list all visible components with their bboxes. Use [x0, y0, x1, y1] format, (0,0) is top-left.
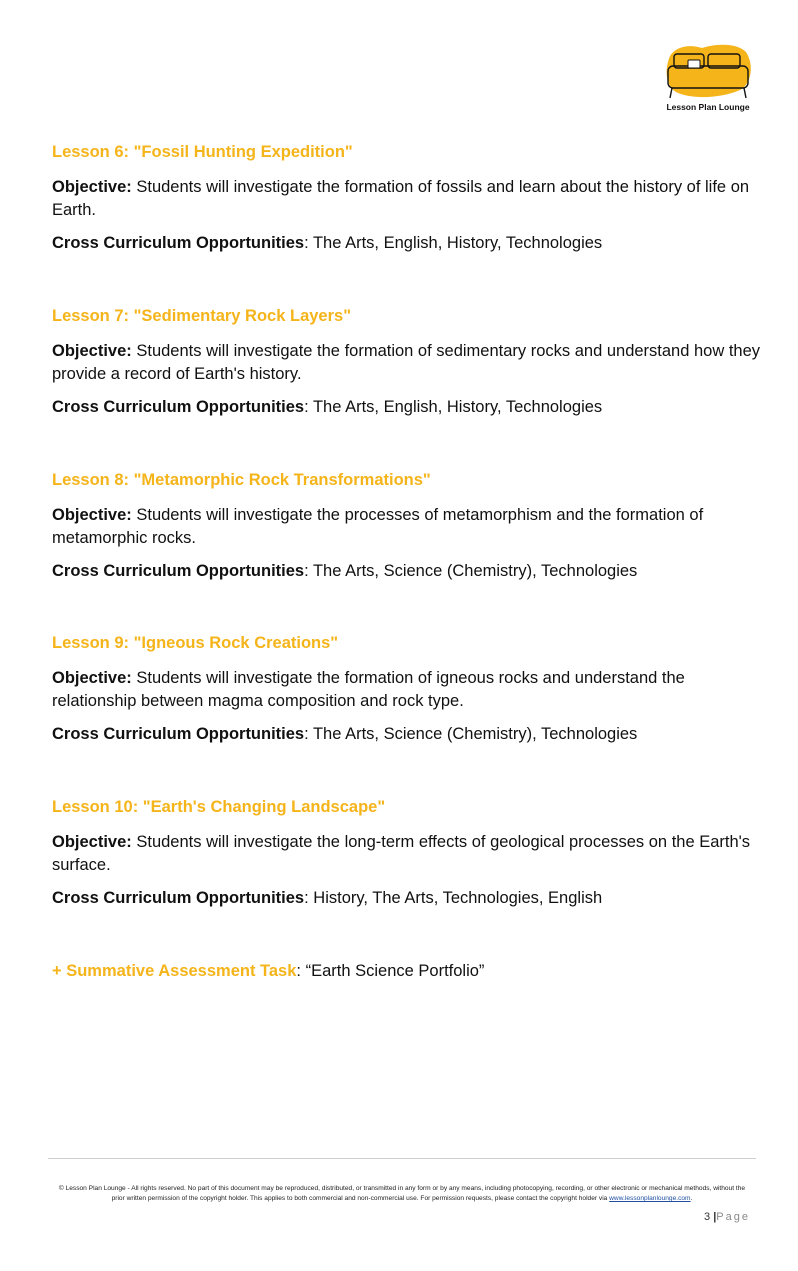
page-number-value: 3: [704, 1211, 711, 1223]
cross-text: : The Arts, English, History, Technologies: [304, 398, 603, 416]
objective-label: Objective:: [52, 342, 132, 360]
website-link[interactable]: www.lessonplanlounge.com: [609, 1195, 691, 1202]
lesson-8: [52, 470, 762, 583]
lesson-objective: [52, 340, 762, 386]
lesson-title: Lesson 7: "Sedimentary Rock Layers": [52, 307, 352, 325]
page-separator: |: [713, 1211, 717, 1223]
objective-label: Objective:: [52, 178, 132, 196]
cross-text: : The Arts, Science (Chemistry), Technologies: [304, 562, 638, 580]
lesson-10: [52, 797, 762, 910]
copyright-end: .: [690, 1195, 693, 1202]
cross-label: Cross Curriculum Opportunities: [52, 889, 305, 907]
cross-text: : The Arts, Science (Chemistry), Technologies: [304, 725, 638, 743]
objective-label: Objective:: [52, 669, 132, 687]
objective-text: Students will investigate the long-term effects of geological processes on the Earth's surface.: [52, 833, 751, 874]
page-word: Page: [716, 1211, 750, 1223]
cross-label: Cross Curriculum Opportunities: [52, 725, 305, 743]
footer-divider: [48, 1158, 756, 1159]
objective-text: Students will investigate the formation of fossils and learn about the history of life on Earth.: [52, 178, 750, 219]
cross-curriculum: [52, 396, 762, 419]
cross-curriculum: [52, 560, 762, 583]
copyright-text: © Lesson Plan Lounge - All rights reserved. No part of this document may be reproduced, distributed, or transmitted in any form or by any means, including photocopying, recording, or other electronic or mechanical methods, without the prior written permission of the copyright holder. This applies to both commercial and non-commercial use. For permission requests, please contact the copyright holder via: [58, 1185, 746, 1202]
copyright-notice: [52, 1184, 752, 1204]
objective-text: Students will investigate the formation of igneous rocks and understand the relationship between magma composition and rock type.: [52, 669, 685, 710]
sofa-icon: [662, 42, 754, 104]
cross-curriculum: [52, 723, 762, 746]
cross-label: Cross Curriculum Opportunities: [52, 562, 305, 580]
cross-text: : History, The Arts, Technologies, English: [304, 889, 603, 907]
cross-text: : The Arts, English, History, Technologies: [304, 234, 603, 252]
lesson-objective: [52, 667, 762, 713]
lesson-objective: [52, 831, 762, 877]
objective-text: Students will investigate the processes of metamorphism and the formation of metamorphic rocks.: [52, 506, 704, 547]
brand-logo: [662, 42, 754, 116]
page-number: [640, 1211, 750, 1223]
lesson-title: Lesson 10: "Earth's Changing Landscape": [52, 798, 386, 816]
lesson-title: Lesson 8: "Metamorphic Rock Transformations": [52, 471, 431, 489]
cross-curriculum: [52, 232, 762, 255]
lesson-title: Lesson 6: "Fossil Hunting Expedition": [52, 143, 353, 161]
brand-name: Lesson Plan Lounge: [666, 102, 750, 112]
lesson-7: [52, 306, 762, 419]
lesson-objective: [52, 504, 762, 550]
cross-label: Cross Curriculum Opportunities: [52, 234, 305, 252]
cross-curriculum: [52, 887, 762, 910]
objective-text: Students will investigate the formation of sedimentary rocks and understand how they provide a record of Earth's history.: [52, 342, 761, 383]
lesson-6: [52, 142, 762, 255]
objective-label: Objective:: [52, 833, 132, 851]
lesson-objective: [52, 176, 762, 222]
lesson-9: [52, 633, 762, 746]
summative-assessment: [52, 960, 484, 982]
summative-label: + Summative Assessment Task: [52, 962, 297, 980]
cross-label: Cross Curriculum Opportunities: [52, 398, 305, 416]
summative-text: : “Earth Science Portfolio”: [296, 962, 485, 980]
objective-label: Objective:: [52, 506, 132, 524]
lesson-title: Lesson 9: "Igneous Rock Creations": [52, 634, 339, 652]
